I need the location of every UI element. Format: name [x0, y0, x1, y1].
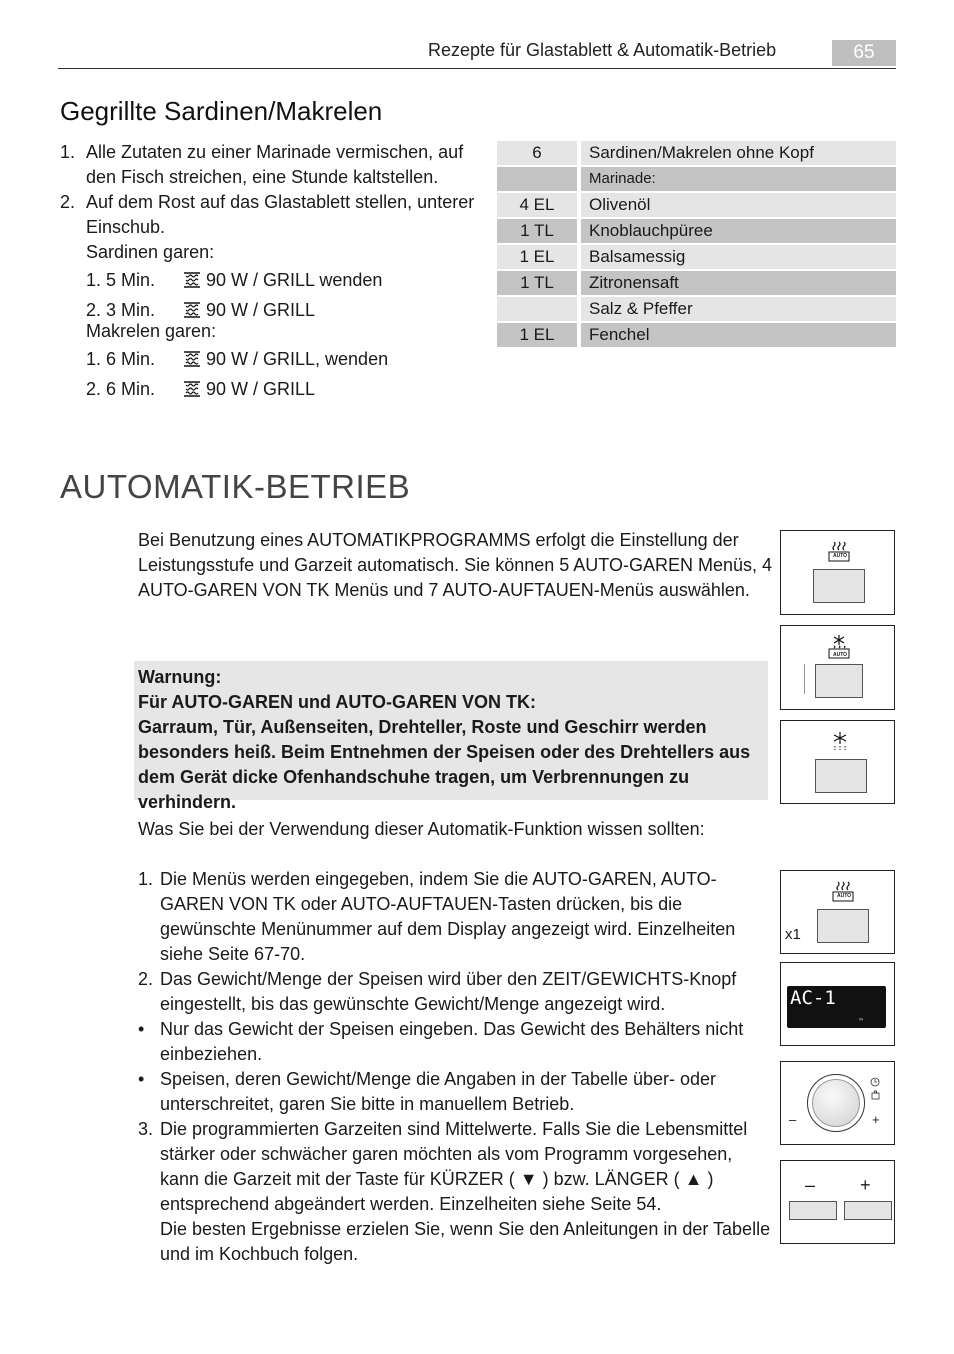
ingredient-qty: 1 TL — [497, 271, 577, 295]
auto-frozen-panel — [780, 625, 895, 710]
step-text: Alle Zutaten zu einer Marinade vermischen, auf den Fisch streichen, eine Stunde kaltstellen. — [86, 142, 464, 187]
warning-subtitle: Für AUTO-GAREN und AUTO-GAREN VON TK: — [138, 692, 536, 712]
list-marker: 2. — [138, 969, 154, 989]
grill-icon — [178, 381, 206, 397]
closing-text: Die besten Ergebnisse erzielen Sie, wenn Sie den Anleitungen in der Tabelle und im Kochbuch folgen. — [160, 1219, 771, 1264]
recipe-title: Gegrillte Sardinen/Makrelen — [60, 96, 383, 126]
grill-setting: 90 W / GRILL — [206, 300, 316, 320]
panel-divider — [804, 664, 805, 694]
list-marker: • — [138, 1019, 145, 1039]
warning-text: Garraum, Tür, Außenseiten, Drehteller, Roste und Geschirr werden besonders heiß. Beim Entnehmen der Speisen oder des Drehtellers aus dem Gerät dicke Ofenhandschuhe tragen, um Verbrennungen zu verhindern. — [138, 717, 751, 812]
table-row — [497, 271, 896, 295]
list-item — [138, 1067, 774, 1117]
page-number: 65 — [832, 40, 896, 66]
grill-setting: 90 W / GRILL, wenden — [206, 349, 389, 369]
howto-text: Was Sie bei der Verwendung dieser Automatik-Funktion wissen sollten: — [138, 819, 705, 839]
plus-label: + — [860, 1175, 871, 1195]
grill-icon — [178, 351, 206, 367]
ingredient-item: Olivenöl — [581, 193, 896, 217]
table-row — [497, 167, 896, 191]
minus-label: – — [805, 1175, 816, 1195]
longer-button[interactable] — [844, 1201, 892, 1220]
warning-title: Warnung: — [138, 667, 222, 687]
ingredient-qty: 6 — [497, 141, 577, 165]
grill-line — [86, 265, 480, 295]
grill-time: 1. 6 Min. — [86, 349, 156, 369]
step-text: Auf dem Rost auf das Glastablett stellen, unterer Einschub. — [86, 192, 475, 237]
lcd-display — [787, 986, 886, 1028]
auto-cook-button[interactable] — [817, 909, 869, 943]
shorter-longer-panel — [780, 1160, 895, 1244]
grill-setting: 90 W / GRILL — [206, 379, 316, 399]
table-row — [497, 297, 896, 321]
list-marker: 3. — [138, 1119, 154, 1139]
table-row — [497, 193, 896, 217]
ingredient-qty: 4 EL — [497, 193, 577, 217]
knob-plus-label: + — [872, 1112, 880, 1127]
list-text: Das Gewicht/Menge der Speisen wird über den ZEIT/GEWICHTS-Knopf eingestellt, bis das gewünschte Gewicht/Menge angezeigt wird. — [160, 969, 737, 1014]
press-count: x1 — [785, 926, 801, 943]
grill-icon — [178, 272, 206, 288]
ingredients-table — [497, 141, 896, 349]
auto-cook-button[interactable] — [813, 569, 865, 603]
warning-box — [134, 661, 768, 812]
ingredient-qty: 1 EL — [497, 245, 577, 269]
table-row — [497, 141, 896, 165]
display-indicator-icon: ∞ — [859, 1017, 864, 1023]
grill-time: 2. 3 Min. — [86, 300, 156, 320]
ingredient-qty — [497, 297, 577, 321]
running-header: Rezepte für Glastablett & Automatik-Betrieb — [428, 40, 777, 60]
list-item — [138, 1017, 774, 1067]
list-marker: 1. — [138, 869, 154, 889]
ingredient-qty: 1 TL — [497, 219, 577, 243]
knob-minus-label: – — [789, 1112, 797, 1127]
recipe-step-1 — [60, 140, 480, 190]
display-panel — [780, 962, 895, 1046]
ingredient-item: Knoblauchpüree — [581, 219, 896, 243]
grill-line — [86, 344, 480, 374]
ingredient-item: Salz & Pfeffer — [581, 297, 896, 321]
auto-defrost-panel — [780, 720, 895, 804]
sardinen-label: Sardinen garen: — [86, 242, 215, 262]
list-item — [138, 967, 774, 1017]
list-item — [138, 1117, 774, 1267]
grill-time: 2. 6 Min. — [86, 379, 156, 399]
knob-face — [812, 1079, 860, 1127]
list-text: Die programmierten Garzeiten sind Mittelwerte. Falls Sie die Lebensmittel stärker oder schwächer garen möchten als vom Programm vorgesehen, kann die Garzeit mit der Taste für KÜRZER ( ▼ ) bzw. LÄNGER ( ▲ ) entsprechend abgeändert werden. Einzelheiten siehe Seite 54. — [160, 1119, 748, 1214]
ingredient-item: Balsamessig — [581, 245, 896, 269]
list-text: Die Menüs werden eingegeben, indem Sie die AUTO-GAREN, AUTO-GAREN VON TK oder AUTO-AUFTAUEN-Tasten drücken, bis die gewünschte Menünummer auf dem Display angezeigt wird. Einzelheiten siehe Seite 67-70. — [160, 869, 736, 964]
defrost-icon — [830, 731, 850, 758]
step-number: 1. — [60, 142, 76, 162]
grill-icon — [178, 302, 206, 318]
knob-panel — [780, 1061, 895, 1145]
list-text: Speisen, deren Gewicht/Menge die Angaben in der Tabelle über- oder unterschreitet, garen Sie bitte in manuellem Betrieb. — [160, 1069, 717, 1114]
auto-frozen-button[interactable] — [815, 664, 863, 698]
ingredient-item: Zitronensaft — [581, 271, 896, 295]
list-marker: • — [138, 1069, 145, 1089]
recipe-step-2 — [60, 190, 480, 404]
auto-badge: AUTO — [837, 893, 852, 899]
display-readout: AC-1 — [790, 987, 836, 1009]
grill-line — [86, 374, 480, 404]
grill-setting: 90 W / GRILL wenden — [206, 270, 383, 290]
recipe-steps — [60, 140, 480, 404]
table-row — [497, 323, 896, 347]
auto-badge: AUTO — [833, 652, 848, 658]
weight-icon — [871, 1087, 880, 1105]
step-number: 2. — [60, 192, 76, 212]
table-row — [497, 219, 896, 243]
table-row — [497, 245, 896, 269]
instruction-list — [138, 867, 774, 1267]
list-text: Nur das Gewicht der Speisen eingeben. Das Gewicht des Behälters nicht einbeziehen. — [160, 1019, 744, 1064]
auto-badge: AUTO — [833, 553, 848, 559]
auto-cook-press-panel — [780, 870, 895, 954]
ingredient-item: Sardinen/Makrelen ohne Kopf — [581, 141, 896, 165]
time-weight-knob[interactable] — [807, 1074, 865, 1132]
ingredient-item: Fenchel — [581, 323, 896, 347]
ingredient-qty — [497, 167, 577, 191]
intro-paragraph: Bei Benutzung eines AUTOMATIKPROGRAMMS erfolgt die Einstellung der Leistungsstufe und Garzeit automatisch. Sie können 5 AUTO-GAREN Menüs, 4 AUTO-GAREN VON TK Menüs und 7 AUTO-AUFTAUEN-Menüs auswählen. — [138, 530, 772, 600]
header-rule — [58, 68, 896, 69]
auto-frozen-icon — [828, 634, 850, 665]
ingredient-qty: 1 EL — [497, 323, 577, 347]
section-title: AUTOMATIK-BETRIEB — [60, 468, 411, 505]
shorter-button[interactable] — [789, 1201, 837, 1220]
auto-defrost-button[interactable] — [815, 759, 867, 793]
list-item — [138, 867, 774, 967]
makrelen-label: Makrelen garen: — [86, 321, 217, 341]
auto-cook-panel — [780, 530, 895, 615]
ingredient-item: Marinade: — [581, 167, 896, 191]
grill-time: 1. 5 Min. — [86, 270, 156, 290]
